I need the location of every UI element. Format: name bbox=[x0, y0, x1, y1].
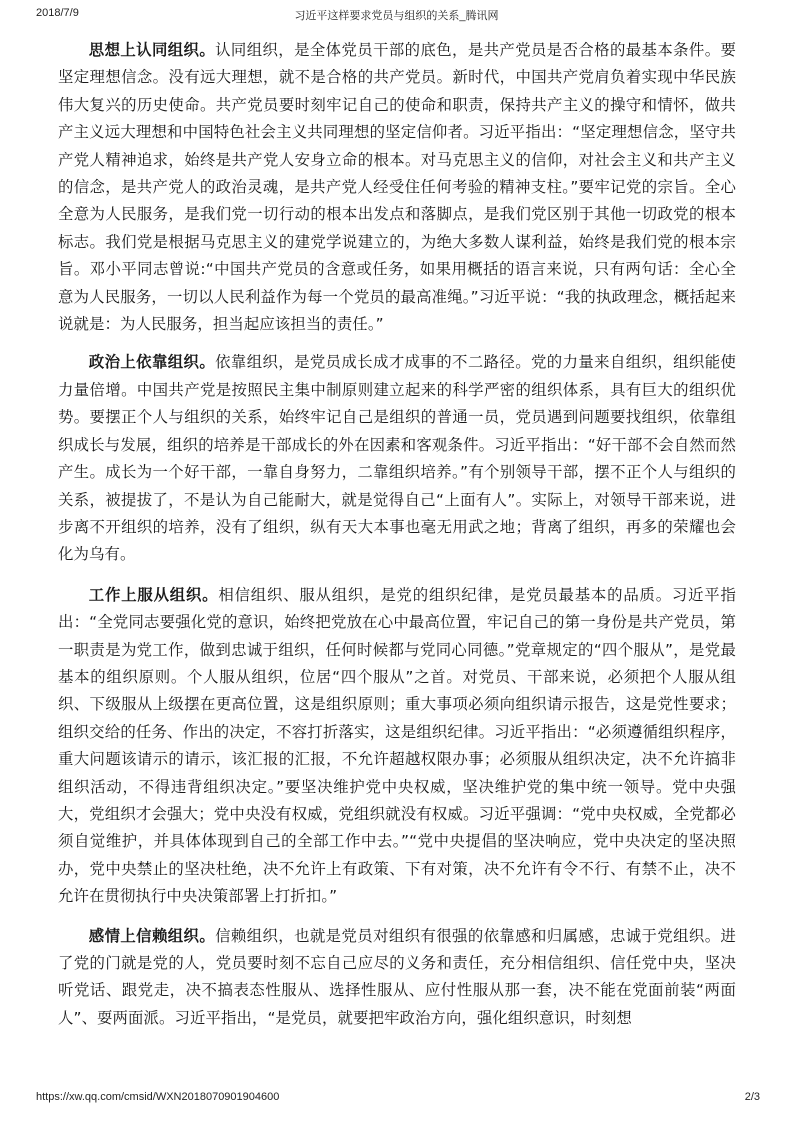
paragraph-text: 认同组织，是全体党员干部的底色，是共产党员是否合格的最基本条件。要坚定理想信念。没有远大理想，就不是合格的共产党员。新时代，中国共产党肩负着实现中华民族伟大复兴的历史使命。共产党员要时刻牢记自己的使命和职责，保持共产主义的操守和情怀，做共产主义远大理想和中国特色社会主义共同理想的坚定信仰者。习近平指出：“坚定理想信念，坚守共产党人精神追求，始终是共产党人安身立命的根本。对马克思主义的信仰，对社会主义和共产主义的信念，是共产党人的政治灵魂，是共产党人经受住任何考验的精神支柱。”要牢记党的宗旨。全心全意为人民服务，是我们党一切行动的根本出发点和落脚点，是我们党区别于其他一切政党的根本标志。我们党是根据马克思主义的建党学说建立的，为绝大多数人谋利益，始终是我们党的根本宗旨。邓小平同志曾说:“中国共产党员的含意或任务，如果用概括的语言来说，只有两句话：全心全意为人民服务，一切以人民利益作为每一个党员的最高准绳。”习近平说：“我的执政理念，概括起来说就是：为人民服务，担当起应该担当的责任。” bbox=[58, 41, 736, 334]
paragraph-text: 信赖组织，也就是党员对组织有很强的依靠感和归属感，忠诚于党组织。进了党的门就是党的人，党员要时刻不忘自己应尽的义务和责任，充分相信组织、信任党中央，坚决听党话、跟党走，决不搞表态性服从、选择性服从、应付性服从那一套，决不能在党面前装“两面人”、耍两面派。习近平指出，“是党员，就要把牢政治方向，强化组织意识，时刻想 bbox=[58, 926, 736, 1027]
paragraph-work bbox=[58, 582, 736, 911]
page-number: 2/3 bbox=[744, 1091, 760, 1103]
page-title: 习近平这样要求党员与组织的关系_腾讯网 bbox=[294, 10, 499, 22]
print-date: 2018/7/9 bbox=[36, 7, 79, 19]
article-body bbox=[58, 37, 736, 1032]
paragraph-heading: 思想上认同组织。 bbox=[88, 41, 216, 59]
paragraph-text: 相信组织、服从组织，是党的组织纪律，是党员最基本的品质。习近平指出：“全党同志要强化党的意识，始终把党放在心中最高位置，牢记自己的第一身份是共产党员，第一职责是为党工作，做到忠诚于组织，任何时候都与党同心同德。”党章规定的“四个服从”，是党最基本的组织原则。个人服从组织，位居“四个服从”之首。对党员、干部来说，必须把个人服从组织、下级服从上级摆在更高位置，这是组织原则；重大事项必须向组织请示报告，这是党性要求；组织交给的任务、作出的决定，不容打折落实，这是组织纪律。习近平指出：“必须遵循组织程序，重大问题该请示的请示，该汇报的汇报，不允许超越权限办事；必须服从组织决定，决不允许搞非组织活动，不得违背组织决定。”要坚决维护党中央权威，坚决维护党的集中统一领导。党中央强大，党组织才会强大；党中央没有权威，党组织就没有权威。习近平强调：“党中央权威，全党都必须自觉维护，并具体体现到自己的全部工作中去。”“党中央提倡的坚决响应，党中央决定的坚决照办，党中央禁止的坚决杜绝，决不允许上有政策、下有对策，决不允许有令不行、有禁不止，决不允许在贯彻执行中央决策部署上打折扣。” bbox=[58, 585, 736, 906]
paragraph-emotion bbox=[58, 923, 736, 1033]
paragraph-ideology bbox=[58, 37, 736, 338]
paragraph-heading: 感情上信赖组织。 bbox=[88, 926, 216, 945]
paragraph-heading: 工作上服从组织。 bbox=[88, 585, 219, 604]
paragraph-politics bbox=[58, 349, 736, 568]
page-header bbox=[0, 7, 793, 23]
paragraph-heading: 政治上依靠组织。 bbox=[88, 353, 216, 372]
page-footer bbox=[0, 1091, 793, 1107]
source-url: https://xw.qq.com/cmsid/WXN2018070901904600 bbox=[36, 1091, 280, 1103]
paragraph-text: 依靠组织，是党员成长成才成事的不二路径。党的力量来自组织，组织能使力量倍增。中国共产党是按照民主集中制原则建立起来的科学严密的组织体系，具有巨大的组织优势。要摆正个人与组织的关系，始终牢记自己是组织的普通一员，党员遇到问题要找组织，依靠组织成长与发展，组织的培养是干部成长的外在因素和客观条件。习近平指出：“好干部不会自然而然产生。成长为一个好干部，一靠自身努力，二靠组织培养。”有个别领导干部，摆不正个人与组织的关系，被提拔了，不是认为自己能耐大，就是觉得自己“上面有人”。实际上，对领导干部来说，进步离不开组织的培养，没有了组织，纵有天大本事也毫无用武之地；背离了组织，再多的荣耀也会化为乌有。 bbox=[58, 353, 736, 564]
